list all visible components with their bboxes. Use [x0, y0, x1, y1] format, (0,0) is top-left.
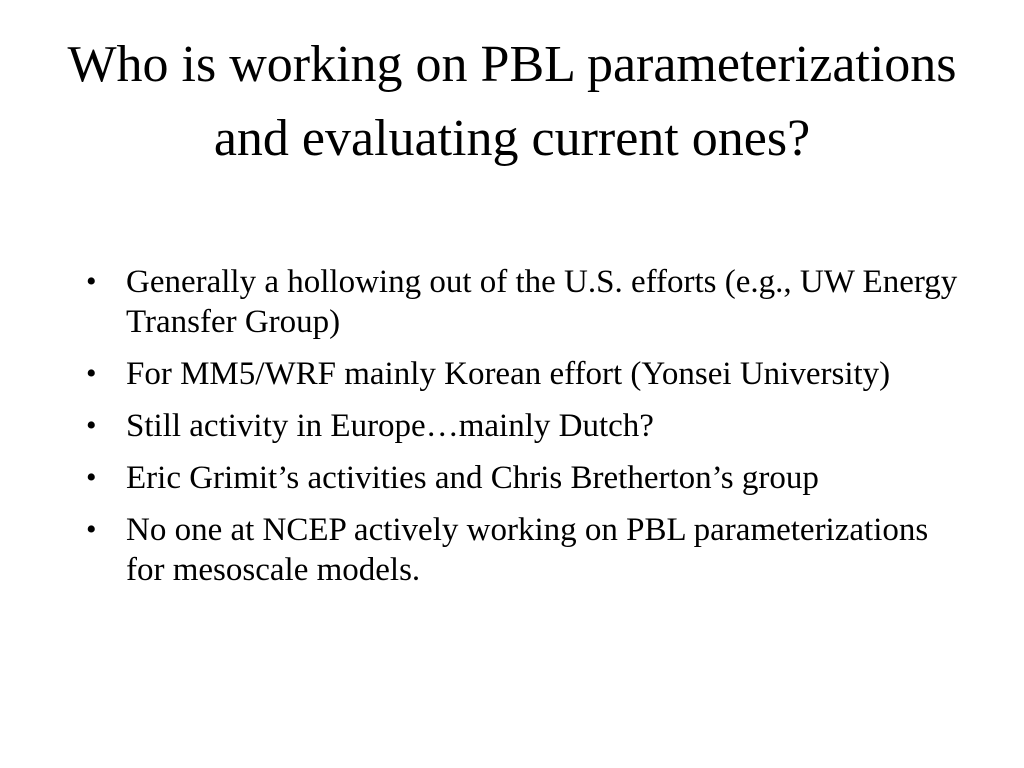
bullet-item — [80, 458, 960, 498]
bullet-marker: • — [86, 265, 97, 298]
bullet-list — [80, 262, 960, 602]
bullet-item — [80, 406, 960, 446]
bullet-item — [80, 262, 960, 342]
bullet-text: Still activity in Europe…mainly Dutch? — [126, 408, 654, 444]
bullet-text: For MM5/WRF mainly Korean effort (Yonsei University) — [126, 356, 891, 392]
bullet-item — [80, 510, 960, 590]
bullet-marker: • — [86, 357, 97, 390]
slide-title: Who is working on PBL parameterizations and evaluating current ones? — [67, 36, 957, 167]
bullet-item — [80, 354, 960, 394]
bullet-text: Eric Grimit’s activities and Chris Bretherton’s group — [126, 460, 819, 496]
bullet-marker: • — [86, 513, 97, 546]
bullet-text: Generally a hollowing out of the U.S. efforts (e.g., UW Energy Transfer Group) — [126, 264, 958, 340]
bullet-text: No one at NCEP actively working on PBL parameterizations for mesoscale models. — [126, 512, 929, 588]
bullet-marker: • — [86, 409, 97, 442]
bullet-marker: • — [86, 461, 97, 494]
